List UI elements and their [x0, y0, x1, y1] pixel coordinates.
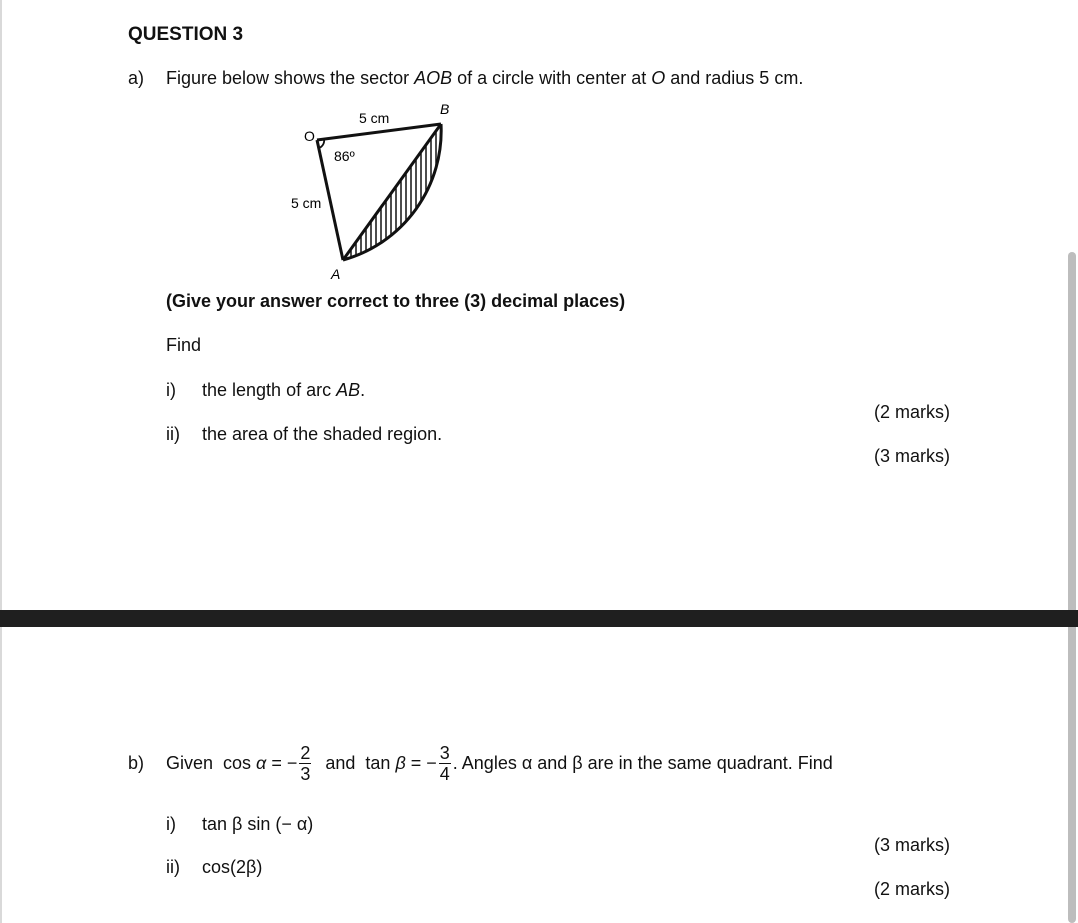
fraction-3-4: $\frac{3}{4}$ [439, 742, 450, 784]
a-item-1-marks: (2 marks) [874, 402, 950, 422]
label-b: B [440, 101, 450, 117]
label-a: A [331, 266, 341, 282]
page-left-edge [0, 0, 2, 923]
part-b-label: b) [128, 753, 145, 773]
page-divider [0, 610, 1078, 627]
b-item-1-expr: tan β sin (− α) [202, 814, 314, 834]
radius-ob [317, 124, 441, 140]
a-item-1-label: i) [166, 380, 176, 400]
a-item-1-text: the length of arc AB. [202, 380, 366, 400]
a-item-2-marks: (3 marks) [874, 446, 950, 466]
instruction: (Give your answer correct to three (3) decimal places) [166, 291, 626, 311]
a-item-2-text: the area of the shaded region. [202, 424, 443, 444]
part-b-statement: Given cos α = − $\frac{2}{3}$ and tan β = − $\frac{3}{4}$ . Angles α and β are in the same quadrant. Find [166, 742, 833, 784]
label-angle: 86º [334, 148, 355, 164]
sector-figure [270, 95, 470, 290]
vertical-scrollbar[interactable] [1068, 252, 1076, 923]
b-item-1-marks: (3 marks) [874, 835, 950, 855]
label-side-top: 5 cm [359, 110, 390, 126]
b-item-2-label: ii) [166, 857, 180, 877]
b-item-2-marks: (2 marks) [874, 879, 950, 899]
find-label: Find [166, 335, 202, 355]
b-item-2-expr: cos(2β) [202, 857, 263, 877]
part-a-label: a) [128, 68, 145, 88]
b-item-1-label: i) [166, 814, 176, 834]
fraction-2-3: $\frac{2}{3}$ [300, 742, 311, 784]
part-a-intro: Figure below shows the sector AOB of a circle with center at O and radius 5 cm. [166, 68, 804, 88]
label-side-left: 5 cm [291, 195, 322, 211]
question-title: QUESTION 3 [128, 24, 244, 45]
label-o: O [304, 128, 315, 144]
a-item-2-label: ii) [166, 424, 180, 444]
